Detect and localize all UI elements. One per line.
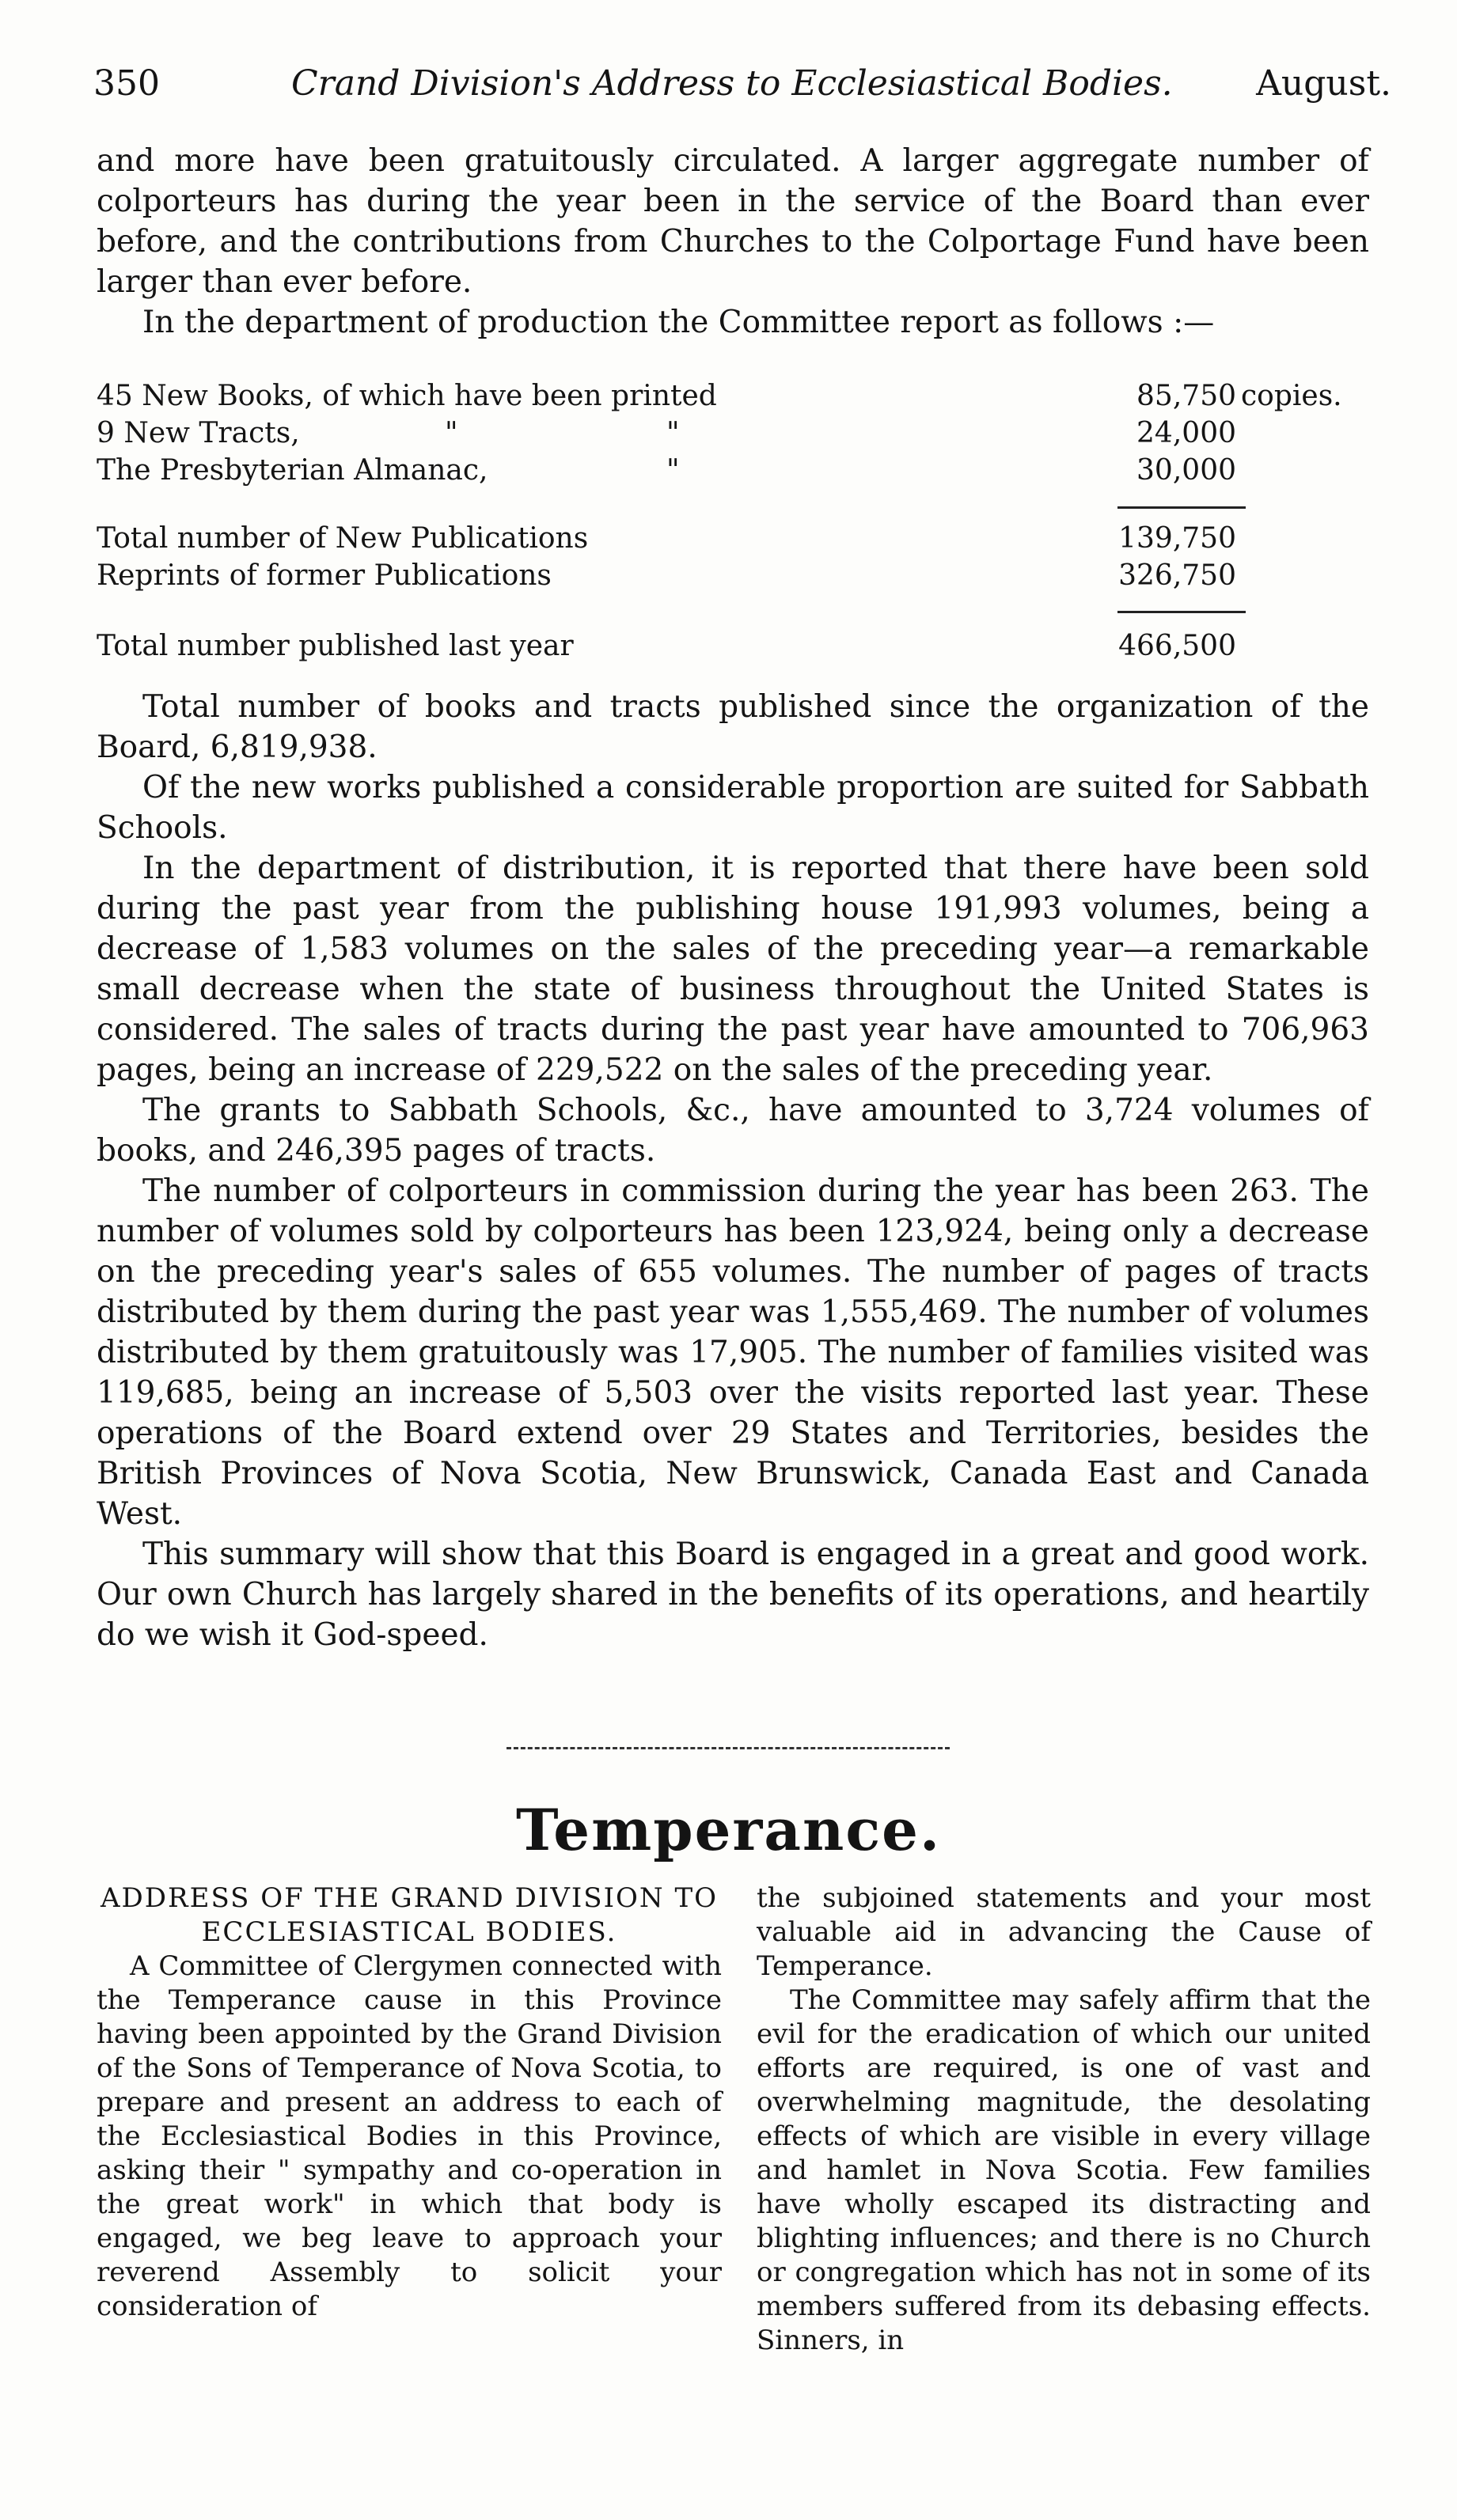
paragraph: The grants to Sabbath Schools, &c., have amounted to 3,724 volumes of books, and 246,395 pages of tracts. [97, 1093, 1369, 1169]
paragraph-continuation: the subjoined statements and your most valuable aid in advancing the Cause of Temperance. [757, 1882, 1371, 1982]
production-table-grand-total [97, 630, 1369, 667]
opening-block [97, 141, 1369, 343]
table-row [97, 380, 1369, 417]
page-number: 350 [93, 63, 160, 104]
table-row [97, 559, 1369, 597]
running-head [93, 63, 1391, 119]
sum-rule [1117, 611, 1246, 613]
opening-paragraph: and more have been gratuitously circulated. A larger aggregate number of colporteurs has during the year been in the service of the Board than ever before, and the contributions from Churches to the Colportage Fund have been larger than ever before. [97, 143, 1369, 300]
article-title: ADDRESS OF THE GRAND DIVISION TO ECCLESIASTICAL BODIES. [100, 1882, 719, 1948]
ditto-mark: " [666, 454, 680, 487]
row-label: Total number of New Publications [97, 522, 589, 555]
row-value: 326,750 [1118, 559, 1236, 592]
right-column [757, 1881, 1371, 2358]
table-row [97, 417, 1369, 454]
paragraph: In the department of distribution, it is reported that there have been sold during the past year from the publishing house 191,993 volumes, being a decrease of 1,583 volumes on the sales of the preceding year—a remarkable small decrease when the state of business throughout the United States is considered. The sales of tracts during the past year have amounted to 706,963 pages, being an increase of 229,522 on the sales of the preceding year. [97, 851, 1369, 1088]
row-value: 30,000 [1136, 454, 1236, 487]
sum-rule [1117, 506, 1246, 509]
table-row [97, 630, 1369, 667]
section-divider [507, 1747, 950, 1749]
row-label: 45 New Books, of which have been printed [97, 380, 717, 412]
paragraph: Of the new works published a considerable proportion are suited for Sabbath Schools. [97, 770, 1369, 846]
row-value: 139,750 [1118, 522, 1236, 555]
ditto-mark: " [666, 417, 680, 449]
row-label: Total number published last year [97, 630, 574, 662]
running-title: Crand Division's Address to Ecclesiastical Bodies. [291, 63, 1173, 104]
table-row [97, 522, 1369, 559]
row-label: Reprints of former Publications [97, 559, 552, 592]
section-heading: Temperance. [515, 1796, 942, 1863]
production-intro: In the department of production the Committee report as follows :— [142, 305, 1215, 340]
row-label: The Presbyterian Almanac, [97, 454, 488, 487]
paragraph: This summary will show that this Board is engaged in a great and good work. Our own Church has largely shared in the benefits of its operations, and heartily do we wish it God-speed. [97, 1537, 1369, 1653]
paragraph: A Committee of Clergymen connected with the Temperance cause in this Province having been appointed by the Grand Division of the Sons of Temperance of Nova Scotia, to prepare and present an address to each of the Ecclesiastical Bodies in this Province, asking their " sympathy and co-operation in the great work" in which that body is engaged, we beg leave to approach your reverend Assembly to solicit your consideration of [97, 1950, 722, 2322]
row-label: 9 New Tracts, [97, 417, 300, 449]
paragraph: The Committee may safely affirm that the evil for the eradication of which our united efforts are required, is one of vast and overwhelming magnitude, the desolating effects of which are visible in every village and hamlet in Nova Scotia. Few families have wholly escaped its distracting and blighting influences; and there is no Church or congregation which has not in some of its members suffered from its debasing effects. Sinners, in [757, 1984, 1371, 2356]
report-body [97, 687, 1369, 1655]
running-month: August. [1256, 63, 1391, 104]
production-table-totals [97, 522, 1369, 597]
paragraph: The number of colporteurs in commission during the year has been 263. The number of volumes sold by colporteurs has been 123,924, being only a decrease on the preceding year's sales of 655 volumes. The number of pages of tracts distributed by them during the past year was 1,555,469. The number of volumes distributed by them gratuitously was 17,905. The number of families visited was 119,685, being an increase of 5,503 over the visits reported last year. These operations of the Board extend over 29 States and Territories, besides the British Provinces of Nova Scotia, New Brunswick, Canada East and Canada West. [97, 1173, 1369, 1532]
ditto-mark: " [445, 417, 458, 449]
production-table [97, 380, 1369, 491]
table-row [97, 454, 1369, 491]
row-value: 24,000 [1136, 417, 1236, 449]
row-unit: copies. [1241, 380, 1342, 412]
row-value: 85,750 [1136, 380, 1236, 412]
left-column [97, 1881, 722, 2324]
paragraph: Total number of books and tracts published since the organization of the Board, 6,819,938. [97, 689, 1369, 765]
row-value: 466,500 [1118, 630, 1236, 662]
